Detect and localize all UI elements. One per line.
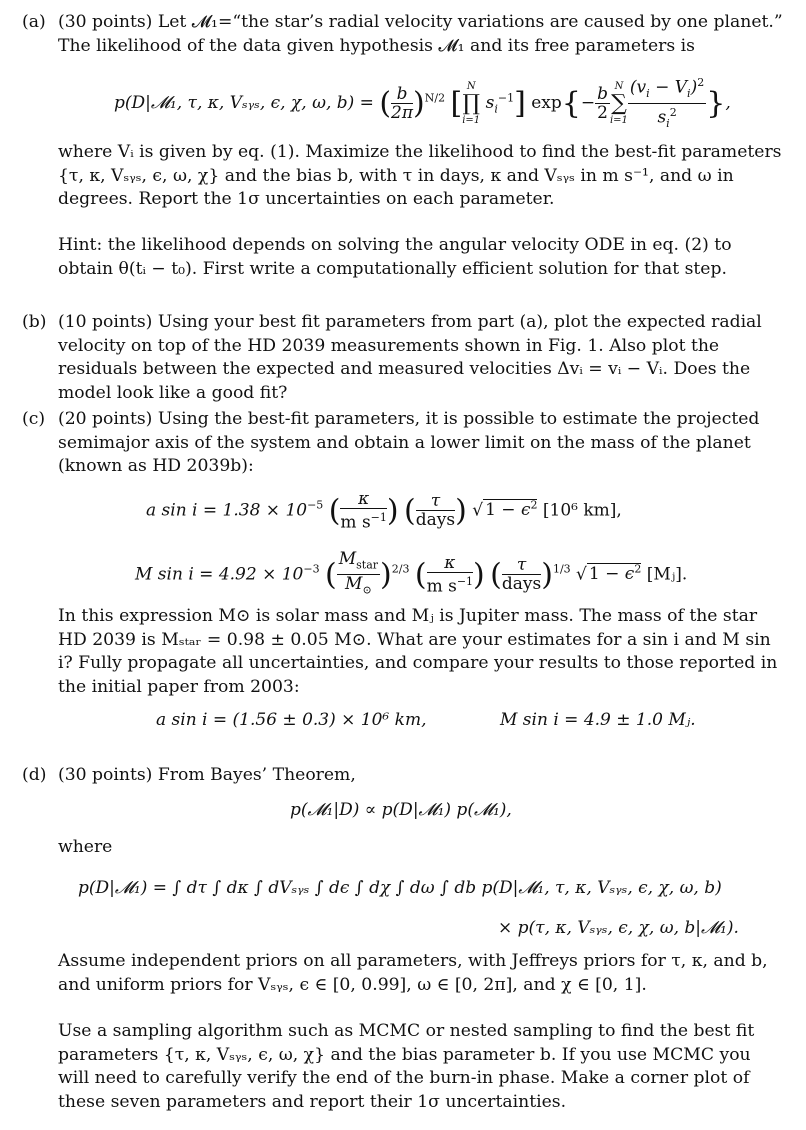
likelihood-lhs: p(D|𝓜₁, τ, κ, Vₛᵧₛ, ϵ, χ, ω, b) = <box>114 93 374 114</box>
part-a-label: (a) <box>22 12 46 32</box>
part-a-hint: Hint: the likelihood depends on solving the angular velocity ODE in eq. (2) to obtain θ(tᵢ − t₀). First write a computationally efficient solution for that step. <box>58 235 732 279</box>
result-m-sin-i: M sin i = 4.9 ± 1.0 Mⱼ. <box>500 710 696 730</box>
part-c-middle: In this expression M⊙ is solar mass and Mⱼ is Jupiter mass. The mass of the star HD 2039 is Mₛₜₐᵣ = 0.98 ± 0.05 M⊙. What are your estimates for a sin i and M sin i? Fully propagate all uncertainties, and compare your results to those reported in the initial paper from 2003: <box>58 606 778 697</box>
planet-mass-equation: M $\sin i = 4.92 \times 10^{-3}$ ( $\frac{M_{star}}{M_⊙}$ )$^{2/3}$ ( $\frac{\kappa}{m s^{-1}}$ ) ( $\frac{\tau}{\text{days}}$ )$^{1/3}$ √ $1 - \epsilon^2$ [Mⱼ]. <box>135 549 688 597</box>
part-c-label: (c) <box>22 409 46 429</box>
evidence-integral-line2: × p(τ, κ, Vₛᵧₛ, ϵ, χ, ω, b|𝓜₁). <box>498 918 739 938</box>
part-a-instructions: where Vᵢ is given by eq. (1). Maximize the likelihood to find the best-fit parameters {τ, κ, Vₛᵧₛ, ϵ, ω, χ} and the bias b, with τ in days, κ and Vₛᵧₛ in m s⁻¹, and ω in degrees. Report the 1σ uncertainties on each parameter. <box>58 142 782 210</box>
semimajor-axis-equation: a $\sin i = 1.38 \times 10^{-5}$ ( $\frac{\kappa}{m s^{-1}}$ ) ( $\frac{\tau}{\text{days}}$ ) √ $1 - \epsilon^2$ [10⁶ km], <box>146 489 622 533</box>
bayes-equation: p(𝓜₁|D) ∝ p(D|𝓜₁) p(𝓜₁), <box>290 800 512 820</box>
result-a-sin-i: a sin i = (1.56 ± 0.3) × 10⁶ km, <box>156 710 427 730</box>
part-d-priors: Assume independent priors on all parameters, with Jeffreys priors for τ, κ, and b, and uniform priors for Vₛᵧₛ, ϵ ∈ [0, 0.99], ω ∈ [0, 2π], and χ ∈ [0, 1]. <box>58 951 768 995</box>
part-b-text: (10 points) Using your best fit parameters from part (a), plot the expected radial velocity on top of the HD 2039 measurements shown in Fig. 1. Also plot the residuals between the expected and measured velocities Δvᵢ = vᵢ − Vᵢ. Does the model look like a good fit? <box>58 312 762 403</box>
part-d-sampling: Use a sampling algorithm such as MCMC or nested sampling to find the best fit parameters {τ, κ, Vₛᵧₛ, ϵ, ω, χ} and the bias parameter b. If you use MCMC you will need to carefully verify the end of the burn-in phase. Make a corner plot of these seven parameters and report their 1σ uncertainties. <box>58 1021 755 1112</box>
part-d-label: (d) <box>22 765 47 785</box>
part-d-intro: (30 points) From Bayes’ Theorem, <box>58 765 356 785</box>
part-b-label: (b) <box>22 312 47 332</box>
evidence-integral-line1: p(D|𝓜₁) = ∫ dτ ∫ dκ ∫ dVₛᵧₛ ∫ dϵ ∫ dχ ∫ dω ∫ db p(D|𝓜₁, τ, κ, Vₛᵧₛ, ϵ, χ, ω, b) <box>78 878 722 898</box>
part-a-intro: (30 points) Let 𝓜₁=“the star’s radial velocity variations are caused by one planet.” The likelihood of the data given hypothesis 𝓜₁ and its free parameters is <box>58 12 783 56</box>
where-label: where <box>58 837 113 857</box>
likelihood-equation: p(D|𝓜₁, τ, κ, Vₛᵧₛ, ϵ, χ, ω, b) = ( $\frac{b}{2\pi}$ )$^{N/2}$ [ N ∏ i=1 $s_i^{-1}$] exp{− $\frac{b}{2}$ N ∑ i=1 $\frac{(v_i - V_i)^2}{s_i^2}$ }, <box>114 76 731 131</box>
part-c-intro: (20 points) Using the best-fit parameters, it is possible to estimate the projected semimajor axis of the system and obtain a lower limit on the mass of the planet (known as HD 2039b): <box>58 409 760 477</box>
